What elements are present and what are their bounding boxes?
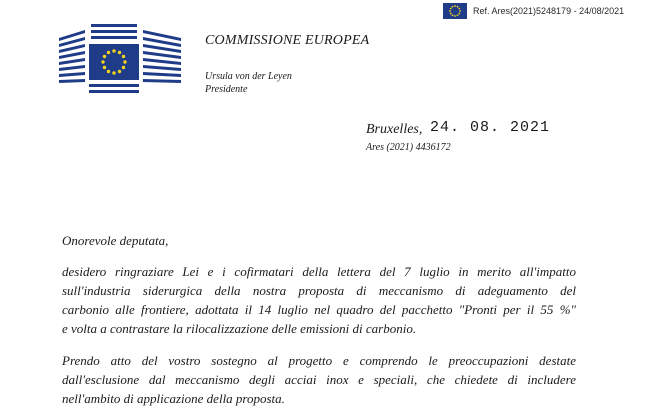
paragraph-line: desidero ringraziare Lei e i cofirmatari della lettera del 7 luglio in merito all'impatto: [62, 264, 576, 279]
european-commission-logo: [55, 20, 185, 102]
paragraph-line: dall'esclusione dal meccanismo degli acciai inox e speciali, che chiedete di includere: [62, 372, 576, 387]
paragraph-line: sull'industria siderurgica della nostra proposta di meccanismo di adeguamento del: [62, 283, 576, 298]
paragraph-1: [62, 262, 576, 338]
paragraph-line: Prendo atto del vostro sostegno al progetto e comprendo le preoccupazioni destate: [62, 353, 576, 368]
institution-name: COMMISSIONE EUROPEA: [205, 33, 370, 48]
eu-flag-icon: [443, 3, 467, 19]
salutation: Onorevole deputata,: [62, 233, 169, 248]
ares-reference: Ares (2021) 4436172: [366, 142, 451, 153]
paragraph-line: carbonio alle frontiere, adottata il 14 luglio nel quadro del pacchetto "Pronti per il 55 %": [62, 302, 576, 317]
date-stamp: 24. 08. 2021: [430, 119, 551, 136]
paragraph-line: nell'ambito di applicazione della proposta.: [62, 391, 285, 406]
paragraph-2: [62, 351, 576, 408]
reference-text: Ref. Ares(2021)5248179 - 24/08/2021: [473, 6, 625, 16]
paragraph-line: e volta a contrastare la rilocalizzazione delle emissioni di carbonio.: [62, 321, 417, 336]
reference-stamp: [443, 3, 624, 19]
place: Bruxelles,: [366, 122, 423, 137]
signatory-name: Ursula von der Leyen: [205, 71, 292, 82]
signatory-title: Presidente: [205, 84, 248, 95]
